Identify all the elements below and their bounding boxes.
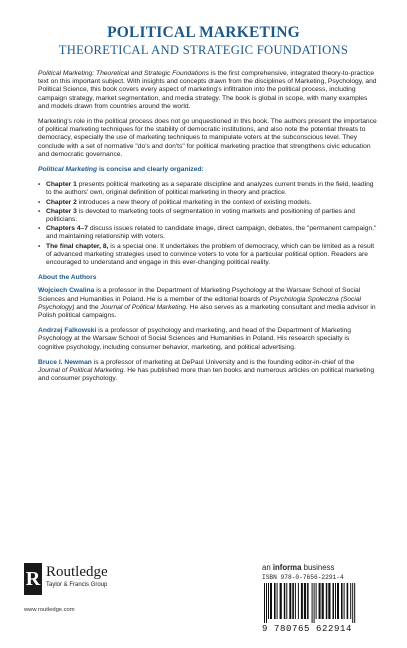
barcode-bar <box>298 583 299 619</box>
author-bio-text: and the <box>74 303 101 311</box>
author-name: Wojciech Cwalina <box>38 287 95 295</box>
barcode-bar <box>319 583 321 619</box>
barcode-bar <box>350 583 351 619</box>
chapter-label: The final chapter, 8, <box>46 242 109 250</box>
journal-title: Psychologia Społeczna (Social Psychology) <box>38 295 362 311</box>
barcode-bar <box>341 583 343 619</box>
chapter-label: Chapter 1 <box>46 181 77 189</box>
barcode-bar <box>264 583 265 623</box>
author-bio-text: is a professor of marketing at DePaul University and is the founding editor-in-chief of the <box>91 358 355 366</box>
organized-title: Political Marketing <box>38 166 98 174</box>
barcode-bar <box>280 583 282 619</box>
bullet-icon: • <box>38 198 41 206</box>
informa-business-label <box>262 563 334 572</box>
paragraph-two: Marketing's role in the political process does not go unquestioned in this book. The authors present the importance of political marketing techniques for the stability of democratic institutions, and also note the potential threats to democracy, especially the use of marketing techniques to manipulate voters at the subconscious level. They conclude with a set of normative "do's and don'ts" for political marketing practice that strengthens civic education and democratic governance. <box>38 118 377 158</box>
barcode-bar <box>316 583 317 619</box>
barcode-bar <box>322 583 324 619</box>
barcode-bar <box>289 583 291 619</box>
intro-text: is the first comprehensive, integrated theory-to-practice text on this important subject. With insights and concepts drawn from the disciplines of Marketing, Psychology, and Political Science, this book covers every aspect of marketing's infiltration into the political process, including campaign strategy, market segmentation, and media strategy. The book is global in scope, with many examples and models drawn from countries around the world. <box>38 70 377 110</box>
book-subtitle: THEORETICAL AND STRATEGIC FOUNDATIONS <box>58 43 349 57</box>
author-bio-text: is a professor in the Department of Marketing Psychology at the Warsaw School of Social Sciences and Humanities in Poland. He is a member of the editorial boards of <box>38 287 361 303</box>
barcode-bar <box>274 583 276 619</box>
barcode-bar <box>328 583 330 619</box>
book-title: POLITICAL MARKETING <box>107 24 300 41</box>
barcode-bar <box>286 583 287 619</box>
barcode-bar <box>344 583 345 619</box>
publisher-url: www.routledge.com <box>24 607 75 613</box>
barcode-bar <box>354 583 355 623</box>
author-name: Andrzej Falkowski <box>38 327 97 335</box>
informa-brand: informa <box>272 563 302 572</box>
chapter-text: is devoted to marketing tools of segmentation in voting markets and positioning of parties and politicians. <box>46 207 355 224</box>
journal-title: Journal of Political Marketing. <box>38 367 126 375</box>
list-item <box>38 181 377 197</box>
barcode-bar <box>268 583 269 619</box>
barcode-bar <box>292 583 294 619</box>
organized-text: is concise and clearly organized: <box>97 166 204 174</box>
informa-post: business <box>301 563 335 572</box>
barcode-bar <box>326 583 328 619</box>
informa-pre: an <box>262 563 273 572</box>
author-bio <box>38 327 377 352</box>
barcode-bar <box>335 583 336 619</box>
description <box>38 70 377 391</box>
chapter-text: discuss issues related to candidate image, direct campaign, debates, the "permanent campaign," and maintaining relationship with voters. <box>46 225 377 241</box>
chapter-text: introduces a new theory of political marketing in the context of existing models. <box>76 198 312 206</box>
bullet-icon: • <box>38 207 41 215</box>
list-item <box>38 198 377 207</box>
author-bio-text: is a professor of psychology and marketing, and head of the Department of Marketing Psychology at the Warsaw School of Social Sciences and Humanities in Poland. His research specialty is cognitive psychology, including consumer behavior, marketing, and political advertising. <box>38 327 351 351</box>
isbn-text: ISBN 978-0-7656-2291-4 <box>262 574 344 581</box>
barcode-bar <box>277 583 278 619</box>
intro-paragraph <box>38 70 377 111</box>
barcode-bar <box>307 583 309 619</box>
chapter-label: Chapters 4–7 <box>46 225 89 233</box>
chapter-list <box>38 181 377 267</box>
barcode-bar <box>312 583 313 623</box>
barcode-bar <box>337 583 339 619</box>
organized-heading <box>38 166 377 174</box>
about-authors-heading: About the Authors <box>38 274 97 282</box>
list-item <box>38 207 377 224</box>
barcode-icon <box>262 583 394 623</box>
author-bio <box>38 359 377 384</box>
chapter-label: Chapter 3 <box>46 207 77 215</box>
barcode-bar <box>347 583 349 619</box>
intro-book-title: Political Marketing: Theoretical and Strategic Foundations <box>38 70 209 77</box>
barcode-bar <box>295 583 296 619</box>
author-name: Bruce I. Newman <box>38 358 92 366</box>
chapter-text: presents political marketing as a separate discipline and analyzes current trends in the field, leading to the authors' own, original definition of political marketing in theory and practice. <box>46 181 374 197</box>
list-item <box>38 225 377 241</box>
barcode-number: 9 780765 622914 <box>262 624 353 634</box>
publisher-group: Taylor & Francis Group <box>46 582 108 588</box>
author-bio-text: He also serves as a marketing consultant and media advisor in Polish political campaigns. <box>38 303 376 320</box>
routledge-r-icon: R <box>24 563 42 595</box>
barcode-bar <box>314 583 315 623</box>
barcode-bar <box>304 583 306 619</box>
journal-title: Journal of Political Marketing. <box>100 303 188 311</box>
author-bio <box>38 287 377 320</box>
publisher-name: Routledge <box>46 564 108 580</box>
barcode-bar <box>352 583 353 623</box>
barcode-bar <box>284 583 286 619</box>
barcode-bar <box>333 583 335 619</box>
chapter-text: is a special one. It undertakes the problem of democracy, which can be limited as a result of advanced marketing strategies used to convince voters to vote for a particular political option. Readers are encouraged to understand and engage in this ever-changing political reality. <box>46 242 375 267</box>
bullet-icon: • <box>38 181 41 189</box>
bullet-icon: • <box>38 225 41 233</box>
title-block <box>0 24 407 58</box>
publisher-logo <box>24 563 134 613</box>
bullet-icon: • <box>38 242 41 250</box>
list-item <box>38 242 377 268</box>
barcode-bar <box>301 583 303 619</box>
author-bio-text: He has published more than ten books and numerous articles on political marketing and consumer psychology. <box>38 367 375 383</box>
barcode-bar <box>266 583 267 623</box>
barcode-bar <box>270 583 272 619</box>
chapter-label: Chapter 2 <box>46 198 77 206</box>
